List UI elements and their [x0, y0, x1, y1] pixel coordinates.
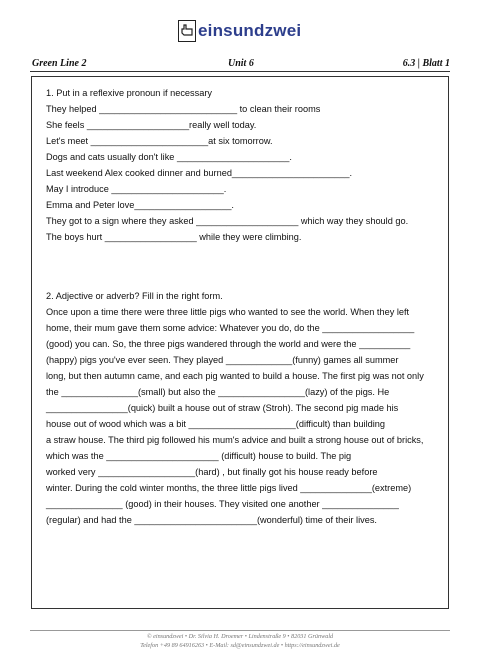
exercise-2-line: house out of wood which was a bit _____________________(difficult) than building [46, 419, 385, 429]
logo [178, 20, 328, 46]
exercise-1-line: May I introduce ______________________. [46, 184, 227, 194]
exercise-2-heading: 2. Adjective or adverb? Fill in the right form. [46, 291, 223, 301]
exercise-2-line: Once upon a time there were three little pigs who wanted to see the world. When they left [46, 307, 410, 317]
exercise-1-line: Let's meet _______________________at six tomorrow. [46, 136, 273, 146]
exercise-2-line: long, but then autumn came, and each pig wanted to build a house. The first pig was not only [46, 371, 424, 381]
exercise-2-line: a straw house. The third pig followed his mum's advice and built a strong house out of bricks, [46, 435, 424, 445]
worksheet-header [32, 58, 450, 72]
hand-pointer-icon [178, 20, 196, 42]
exercise-1-line: Emma and Peter love___________________. [46, 200, 234, 210]
exercise-2-line: (regular) and had the ________________________(wonderful) time of their lives. [46, 515, 377, 525]
exercise-1-heading: 1. Put in a reflexive pronoun if necessary [46, 88, 212, 98]
exercise-2-line: _______________ (good) in their houses. They visited one another _______________ [46, 499, 399, 509]
book-title: Green Line 2 [32, 58, 87, 69]
exercise-2-line: (good) you can. So, the three pigs wandered through the world and were the __________ [46, 339, 411, 349]
exercise-2-line: which was the ______________________ (difficult) house to build. The pig [46, 451, 352, 461]
logo-text: einsundzwei [198, 21, 302, 40]
exercise-1-line: They got to a sign where they asked ____________________ which way they should go. [46, 216, 409, 226]
exercise-2 [46, 288, 424, 528]
footer-contact: Telefon +49 89 64916263 • E-Mail: sd@einsundzwei.de • https://einsundzwei.de [140, 642, 340, 649]
exercise-1-line: They helped ___________________________ to clean their rooms [46, 104, 321, 114]
unit-label: Unit 6 [228, 58, 254, 69]
exercise-1-line: Last weekend Alex cooked dinner and burned_______________________. [46, 168, 352, 178]
exercise-1-line: The boys hurt __________________ while they were climbing. [46, 232, 302, 242]
exercise-2-line: ________________(quick) built a house out of straw (Stroh). The second pig made his [46, 403, 399, 413]
footer-address: © einsundzwei • Dr. Silvia H. Droemer • Lindenstraße 9 • 82031 Grünwald [146, 633, 334, 640]
sheet-number: 6.3 | Blatt 1 [402, 58, 450, 69]
exercise-1-line: She feels ____________________really well today. [46, 120, 257, 130]
exercise-2-line: the _______________(small) but also the _________________(lazy) of the pigs. He [46, 387, 390, 397]
exercise-2-line: worked very ___________________(hard) , but finally got his house ready before [46, 467, 378, 477]
exercise-2-line: home, their mum gave them some advice: Whatever you do, do the __________________ [46, 323, 415, 333]
exercise-2-line: (happy) pigs you've ever seen. They played _____________(funny) games all summer [46, 355, 399, 365]
exercise-1-line: Dogs and cats usually don't like ______________________. [46, 152, 292, 162]
exercise-1 [46, 85, 408, 245]
footer-rule [30, 630, 450, 631]
header-rule [30, 71, 450, 72]
exercise-2-line: winter. During the cold winter months, the three little pigs lived ______________(extreme) [46, 483, 412, 493]
